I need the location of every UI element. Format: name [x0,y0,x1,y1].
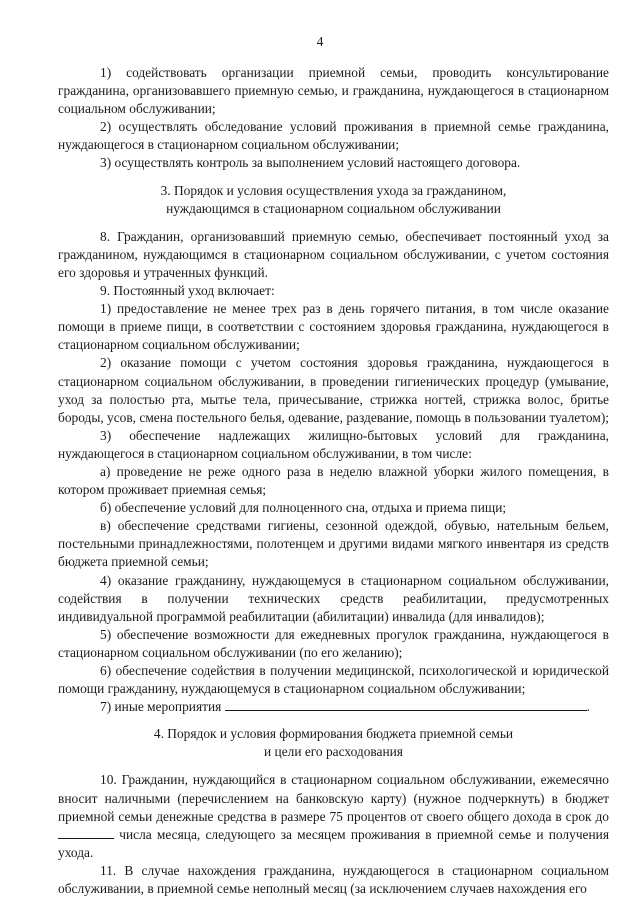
section4-heading [58,725,609,761]
section4-heading-line1: 4. Порядок и условия формирования бюджета приемной семьи [153,726,514,742]
care-item-7-end: . [586,699,591,715]
section3-heading-line1: 3. Порядок и условия осуществления ухода за гражданином, [160,182,507,198]
page-number: 4 [316,34,324,49]
blank-fill-line [225,698,587,711]
paragraph-10-part1: 10. Гражданин, нуждающийся в стационарном социальном обслуживании, ежемесячно вносит наличными (перечислением на банковскую карту) (нужное подчеркнуть) в бюджет приемной семьи денежные средства в размере 75 процентов от своего общего дохода в срок до [58,772,609,824]
section2-item-2: 2) осуществлять обследование условий проживания в приемной семье гражданина, нуждающегося в стационарном социальном обслуживании; [58,119,609,153]
care-item-3b: б) обеспечение условий для полноценного сна, отдыха и приема пищи; [100,500,507,516]
section3-heading [58,182,609,218]
document-body [58,64,609,898]
care-item-1: 1) предоставление не менее трех раз в день горячего питания, в том числе оказание помощи в приеме пищи, в соответствии с состоянием здоровья гражданина, нуждающегося в стационарном социальном обслуживании; [58,301,609,353]
care-item-6: 6) обеспечение содействия в получении медицинской, психологической и юридической помощи гражданину, нуждающемуся в стационарном социальном обслуживании; [58,663,609,697]
care-item-3c: в) обеспечение средствами гигиены, сезонной одеждой, обувью, нательным бельем, постельными принадлежностями, полотенцем и другими видами мягкого инвентаря из средств бюджета приемной семьи; [58,518,609,570]
care-item-5: 5) обеспечение возможности для ежедневных прогулок гражданина, нуждающегося в стационарном социальном обслуживании (по его желанию); [58,626,609,660]
section2-item-1: 1) содействовать организации приемной семьи, проводить консультирование гражданина, организовавшего приемную семью, и гражданина, нуждающегося в стационарном социальном обслуживании; [58,65,609,117]
section3-heading-line2: нуждающимся в стационарном социальном обслуживании [166,200,501,216]
paragraph-10-part2: числа месяца, следующего за месяцем проживания в приемной семье и получения ухода. [58,826,609,860]
date-blank-line [58,826,114,839]
care-item-4: 4) оказание гражданину, нуждающемуся в стационарном социальном обслуживании, содействия в получении технических средств реабилитации, предусмотренных индивидуальной программой реабилитации (абилитации) инвалида (для инвалидов); [58,572,609,624]
paragraph-11: 11. В случае нахождения гражданина, нуждающегося в стационарном социальном обслуживании, в приемной семье неполный месяц (за исключением случаев нахождения его [58,862,609,897]
care-item-7 [58,698,609,716]
paragraph-8: 8. Гражданин, организовавший приемную семью, обеспечивает постоянный уход за гражданином, нуждающимся в стационарном социальном обслуживании, с учетом состояния его здоровья и утраченных функций. [58,228,609,280]
care-item-3a: а) проведение не реже одного раза в неделю влажной уборки жилого помещения, в котором проживает приемная семья; [58,463,609,498]
paragraph-9: 9. Постоянный уход включает: [100,283,275,299]
section2-item-3: 3) осуществлять контроль за выполнением условий настоящего договора. [100,155,521,171]
section4-heading-line2: и цели его расходования [264,744,403,760]
care-item-7-label: 7) иные мероприятия [100,699,222,715]
paragraph-10 [58,771,609,861]
care-item-3: 3) обеспечение надлежащих жилищно-бытовых условий для гражданина, нуждающегося в стационарном социальном обслуживании, в том числе: [58,427,609,461]
care-item-2: 2) оказание помощи с учетом состояния здоровья гражданина, нуждающегося в стационарном социальном обслуживании, в проведении гигиенических процедур (умывание, уход за полостью рта, мытье тела, причесывание, стрижка ногтей, стрижка волос, бритье бороды, усов, смена постельного белья, одевание, раздевание, помощь в пользовании туалетом); [58,355,610,425]
